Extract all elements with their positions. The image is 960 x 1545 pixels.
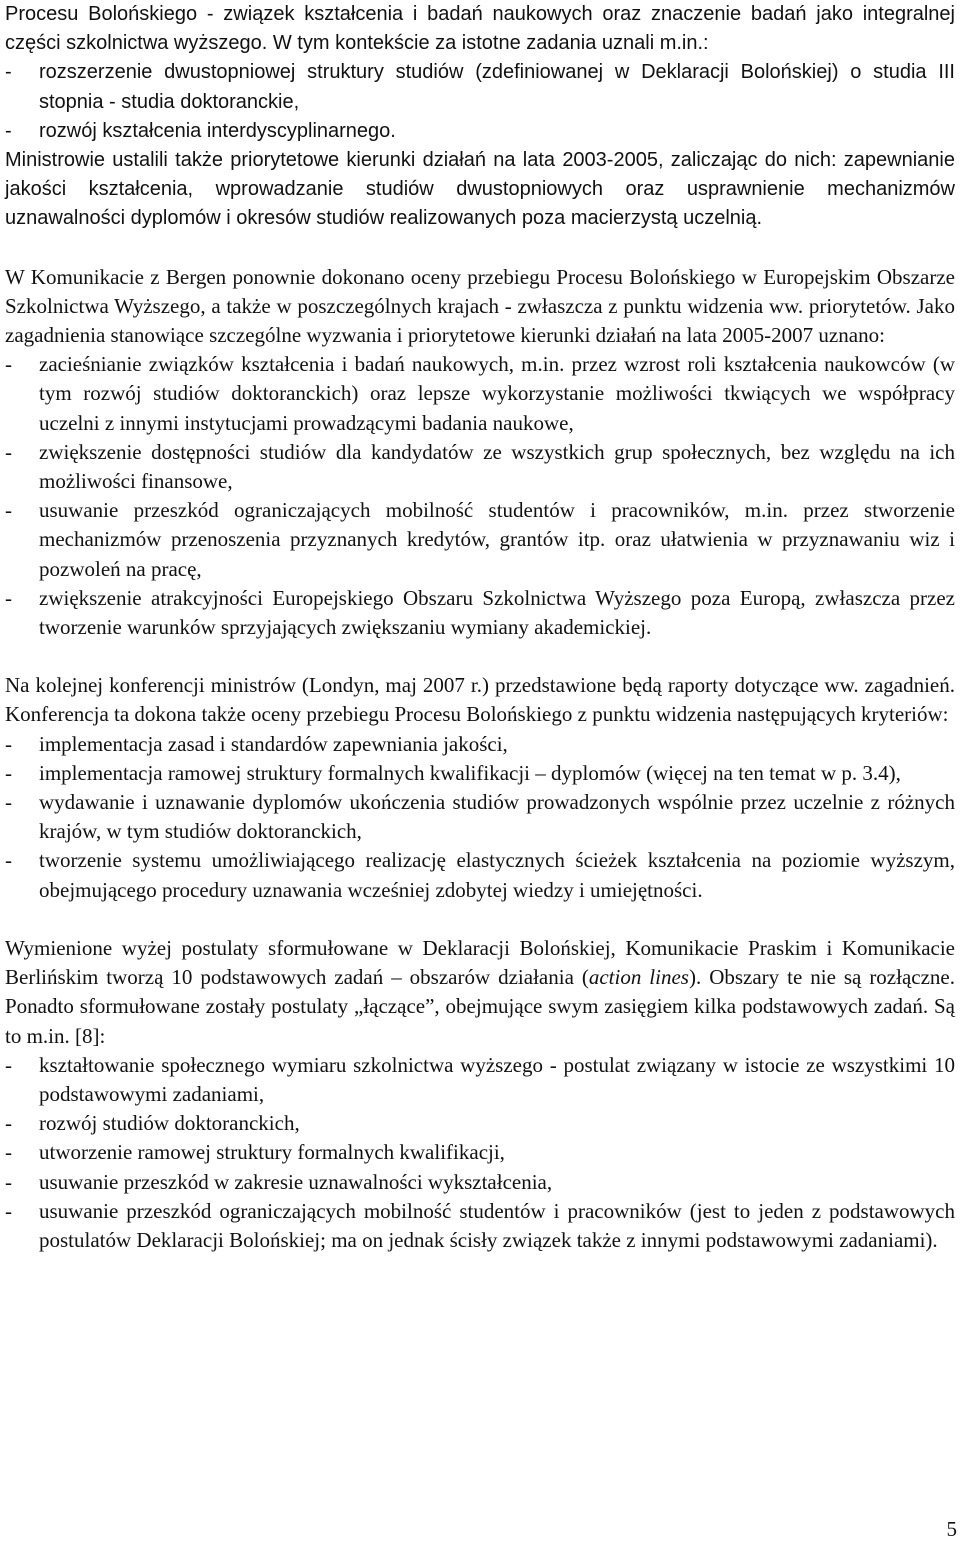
list-item <box>5 438 955 496</box>
intro-section <box>5 0 955 234</box>
list-item <box>5 1109 955 1138</box>
list-item <box>5 1168 955 1197</box>
list-item-text: zwiększenie atrakcyjności Europejskiego Obszaru Szkolnictwa Wyższego poza Europą, zwłaszcza przez tworzenie warunków sprzyjających zwiększaniu wymiany akademickiej. <box>39 585 955 640</box>
list-item-text: usuwanie przeszkód ograniczających mobilność studentów i pracowników, m.in. przez stworzenie mechanizmów przenoszenia przyznanych kredytów, grantów itp. oraz ułatwienia w przyznawaniu wiz i pozwoleń na pracę, <box>39 498 955 581</box>
bergen-section <box>5 263 955 643</box>
london-section <box>5 671 955 905</box>
list-dash: - <box>5 1198 12 1223</box>
document-page <box>5 0 955 1255</box>
london-paragraph: Na kolejnej konferencji ministrów (Londyn, maj 2007 r.) przedstawione będą raporty dotyczące ww. zagadnień. Konferencja ta dokona także oceny przebiegu Procesu Bolońskiego z punktu widzenia następujących kryteriów: <box>5 673 955 727</box>
list-dash: - <box>5 1052 12 1077</box>
list-item <box>5 730 955 759</box>
list-item-text: rozwój studiów doktoranckich, <box>39 1111 300 1136</box>
priorities-paragraph: Ministrowie ustalili także priorytetowe kierunki działań na lata 2003-2005, zaliczając do nich: zapewnianie jakości kształcenia, wprowadzanie studiów dwustopniowych oraz usprawnienie mechanizmów uznawalności dyplomów i okresów studiów realizowanych poza macierzystą uczelnią. <box>5 149 955 230</box>
list-dash: - <box>5 439 12 464</box>
list-dash: - <box>5 760 12 785</box>
list-item-text: utworzenie ramowej struktury formalnych kwalifikacji, <box>39 1140 505 1165</box>
list-dash: - <box>5 1169 12 1194</box>
list-item <box>5 1051 955 1109</box>
list-item <box>5 1197 955 1255</box>
list-item-text: usuwanie przeszkód w zakresie uznawalności wykształcenia, <box>39 1169 553 1194</box>
list-item <box>5 846 955 904</box>
list-dash: - <box>5 848 12 873</box>
list-item-text: wydawanie i uznawanie dyplomów ukończenia studiów prowadzonych wspólnie przez uczelnie z różnych krajów, w tym studiów doktoranckich, <box>39 790 955 844</box>
list-item <box>5 350 955 438</box>
bergen-paragraph: W Komunikacie z Bergen ponownie dokonano oceny przebiegu Procesu Bolońskiego w Europejskim Obszarze Szkolnictwa Wyższego, a także w poszczególnych krajach - zwłaszcza z punktu widzenia ww. priorytetów. Jako zagadnienia stanowiące szczególne wyzwania i priorytetowe kierunki działań na lata 2005-2007 uznano: <box>5 264 955 348</box>
list-item <box>5 58 955 116</box>
list-item-text: kształtowanie społecznego wymiaru szkolnictwa wyższego - postulat związany w istocie ze wszystkimi 10 podstawowymi zadaniami, <box>39 1052 955 1106</box>
list-dash: - <box>5 731 12 756</box>
list-dash: - <box>5 1140 12 1165</box>
summary-text-before: Wymienione wyżej postulaty sformułowane w Deklaracji Bolońskiej, Komunikacie Praskim i Komunikacie Berlińskim tworzą 10 podstawowych zadań – obszarów działania ( <box>5 935 955 990</box>
summary-paragraph <box>5 934 955 1051</box>
list-dash: - <box>5 1111 12 1136</box>
intro-paragraph: Procesu Bolońskiego - związek kształcenia i badań naukowych oraz znaczenie badań jako integralnej części szkolnictwa wyższego. W tym kontekście za istotne zadania uznali m.in.: <box>5 3 955 55</box>
page-number: 5 <box>946 1517 957 1541</box>
summary-section <box>5 934 955 1255</box>
list-item-text: rozwój kształcenia interdyscyplinarnego. <box>39 119 396 142</box>
list-item <box>5 496 955 584</box>
list-item <box>5 584 955 642</box>
list-item-text: implementacja zasad i standardów zapewniania jakości, <box>39 731 508 756</box>
list-dash: - <box>5 498 12 523</box>
action-lines-term: action lines <box>588 965 689 990</box>
list-dash: - <box>5 61 12 84</box>
list-item <box>5 1138 955 1167</box>
list-item-text: zwiększenie dostępności studiów dla kandydatów ze wszystkich grup społecznych, bez względu na ich możliwości finansowe, <box>39 439 955 494</box>
list-item-text: zacieśnianie związków kształcenia i badań naukowych, m.in. przez wzrost roli kształcenia naukowców (w tym rozwój studiów doktoranckich) oraz lepsze wykorzystanie możliwości tkwiących we współpracy uczelni z innymi instytucjami prowadzącymi badania naukowe, <box>39 352 955 435</box>
list-item-text: tworzenie systemu umożliwiającego realizację elastycznych ścieżek kształcenia na poziomie wyższym, obejmującego procedury uznawania wcześniej zdobytej wiedzy i umiejętności. <box>39 848 955 902</box>
list-dash: - <box>5 585 12 610</box>
list-dash: - <box>5 352 12 377</box>
list-item-text: rozszerzenie dwustopniowej struktury studiów (zdefiniowanej w Deklaracji Bolońskiej) o studia III stopnia - studia doktoranckie, <box>39 61 955 113</box>
list-item-text: implementacja ramowej struktury formalnych kwalifikacji – dyplomów (więcej na ten temat w p. 3.4), <box>39 760 901 785</box>
list-dash: - <box>5 119 12 142</box>
list-dash: - <box>5 790 12 815</box>
summary-text-after: ). Obszary te nie są rozłączne. Ponadto sformułowane zostały postulaty „łączące”, obejmujące swym zasięgiem kilka podstawowych zadań. Są to m.in. [8]: <box>5 965 955 1048</box>
list-item <box>5 759 955 788</box>
list-item <box>5 117 955 146</box>
list-item-text: usuwanie przeszkód ograniczających mobilność studentów i pracowników (jest to jeden z podstawowych postulatów Deklaracji Bolońskiej; ma on jednak ścisły związek także z innymi podstawowymi zadaniami). <box>39 1198 955 1252</box>
list-item <box>5 788 955 846</box>
